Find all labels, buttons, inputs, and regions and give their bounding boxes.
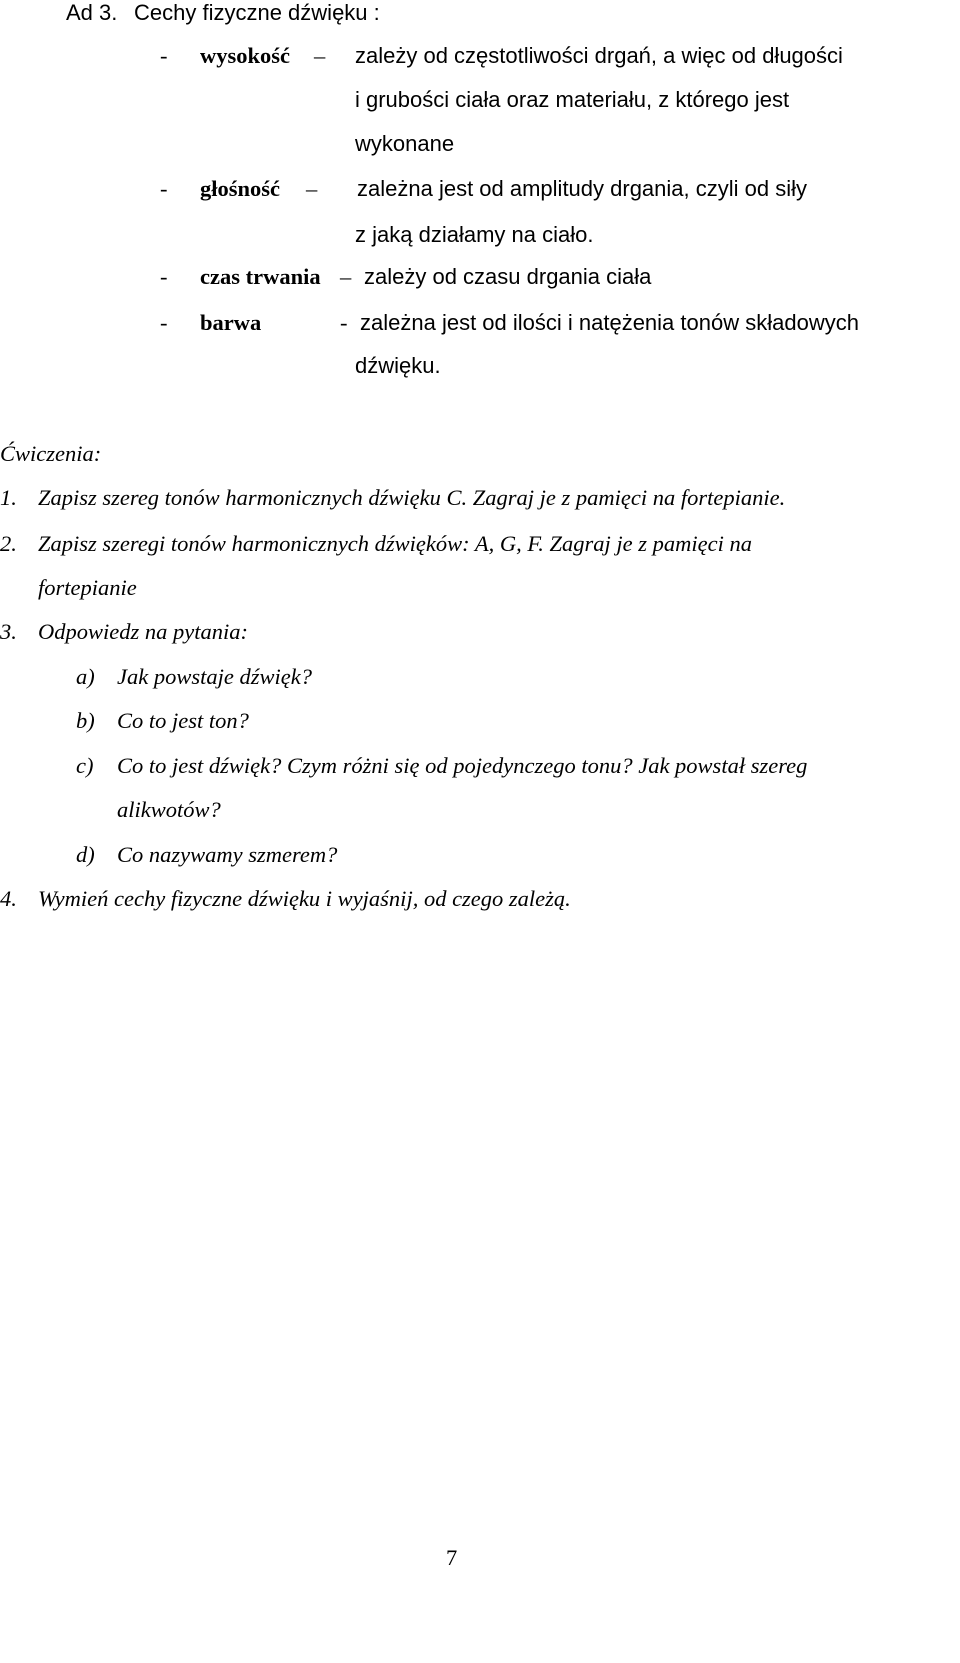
section-number: Ad 3.	[66, 0, 118, 25]
subitem-letter: a)	[76, 664, 95, 689]
exercise-text: Odpowiedz na pytania:	[38, 619, 248, 644]
feature-term-barwa: barwa	[200, 310, 262, 335]
exercises-heading: Ćwiczenia:	[0, 441, 102, 466]
feature-description-line: zależna jest od amplitudy drgania, czyli od siły	[357, 176, 808, 201]
exercise-number: 4.	[0, 886, 17, 911]
exercise-text: Wymień cechy fizyczne dźwięku i wyjaśnij, od czego zależą.	[38, 886, 571, 911]
feature-term-wysokosc: wysokość	[200, 43, 291, 68]
exercise-text: Zapisz szeregi tonów harmonicznych dźwięków: A, G, F. Zagraj je z pamięci na	[38, 531, 752, 556]
feature-bullet: -	[160, 310, 168, 335]
exercise-text: Zapisz szereg tonów harmonicznych dźwięku C. Zagraj je z pamięci na fortepianie.	[38, 485, 786, 510]
subitem-text: Co to jest ton?	[117, 708, 249, 733]
section-heading: Cechy fizyczne dźwięku :	[134, 0, 380, 25]
feature-bullet: -	[160, 264, 168, 289]
feature-description-line: wykonane	[355, 131, 455, 156]
subitem-text: Co to jest dźwięk? Czym różni się od pojedynczego tonu? Jak powstał szereg	[117, 753, 808, 778]
feature-description-line: dźwięku.	[355, 353, 441, 378]
exercise-number: 3.	[0, 619, 17, 644]
feature-term-czas-trwania: czas trwania	[200, 264, 321, 289]
page-number: 7	[446, 1545, 458, 1570]
feature-bullet: -	[160, 43, 168, 68]
exercise-number: 1.	[0, 485, 17, 510]
subitem-letter: b)	[76, 708, 95, 733]
feature-description-line: zależy od częstotliwości drgań, a więc od długości	[355, 43, 843, 68]
feature-description-line: zależy od czasu drgania ciała	[364, 264, 652, 289]
exercise-text: fortepianie	[38, 575, 137, 600]
feature-dash: –	[306, 176, 318, 201]
feature-description-line: i grubości ciała oraz materiału, z którego jest	[355, 87, 790, 112]
subitem-text: Jak powstaje dźwięk?	[117, 664, 312, 689]
subitem-letter: d)	[76, 842, 95, 867]
feature-dash: -	[340, 310, 348, 335]
feature-description-line: z jaką działamy na ciało.	[355, 222, 594, 247]
feature-term-glosnosc: głośność	[200, 176, 281, 201]
feature-dash: –	[314, 43, 326, 68]
subitem-letter: c)	[76, 753, 94, 778]
subitem-text: alikwotów?	[117, 797, 221, 822]
subitem-text: Co nazywamy szmerem?	[117, 842, 338, 867]
feature-bullet: -	[160, 176, 168, 201]
feature-dash: –	[340, 264, 352, 289]
feature-description-line: zależna jest od ilości i natężenia tonów składowych	[360, 310, 859, 335]
exercise-number: 2.	[0, 531, 17, 556]
